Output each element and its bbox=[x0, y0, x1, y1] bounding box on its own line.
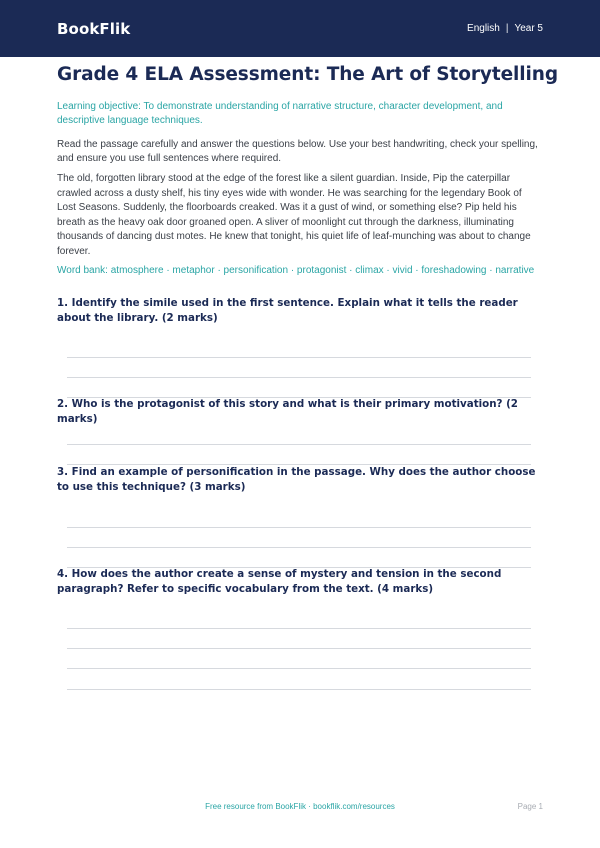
answer-line[interactable] bbox=[67, 547, 531, 548]
answer-line[interactable] bbox=[67, 357, 531, 358]
answer-line[interactable] bbox=[67, 527, 531, 528]
answer-line[interactable] bbox=[67, 668, 531, 669]
question-4: 4. How does the author create a sense of mystery and tension in the second paragraph? Refer to specific vocabulary from the text. (4 marks) bbox=[57, 568, 502, 595]
subject-name: English bbox=[467, 23, 500, 34]
reading-passage: The old, forgotten library stood at the edge of the forest like a silent guardian. Inside, Pip the caterpillar crawled across a dusty shelf, his tiny eyes wide with wonder. He was searching for the legendary Book of Lost Seasons. Suddenly, the floorboards creaked. Was it a gust of wind, or something else? Pip held his breath as the heavy oak door groaned open. A sliver of moonlight cut through the darkness, illuminating thousands of dancing dust motes. He knew that tonight, his quiet life of leaf-munching was about to change forever. bbox=[57, 173, 531, 257]
answer-line[interactable] bbox=[67, 628, 531, 629]
question-2: 2. Who is the protagonist of this story and what is their primary motivation? (2 marks) bbox=[57, 398, 518, 425]
subject-label bbox=[467, 23, 543, 34]
page-title: Grade 4 ELA Assessment: The Art of Storytelling bbox=[57, 64, 558, 85]
answer-line[interactable] bbox=[67, 648, 531, 649]
page-header bbox=[0, 0, 600, 57]
brand-logo: BookFlik bbox=[57, 19, 131, 38]
answer-line[interactable] bbox=[67, 689, 531, 690]
subject-separator: | bbox=[505, 23, 509, 34]
question-3: 3. Find an example of personification in the passage. Why does the author choose to use this technique? (3 marks) bbox=[57, 466, 536, 493]
answer-line[interactable] bbox=[67, 377, 531, 378]
word-bank: Word bank: atmosphere · metaphor · personification · protagonist · climax · vivid · foreshadowing · narrative bbox=[57, 265, 535, 276]
year-level: Year 5 bbox=[514, 23, 543, 34]
learning-objective: Learning objective: To demonstrate understanding of narrative structure, character development, and descriptive language techniques. bbox=[57, 101, 503, 126]
page-number: Page 1 bbox=[517, 802, 543, 811]
answer-line[interactable] bbox=[67, 444, 531, 445]
question-1: 1. Identify the simile used in the first sentence. Explain what it tells the reader about the library. (2 marks) bbox=[57, 297, 518, 324]
footer-link[interactable]: Free resource from BookFlik · bookflik.com/resources bbox=[205, 802, 395, 811]
instructions: Read the passage carefully and answer the questions below. Use your best handwriting, check your spelling, and ensure you use full sentences where required. bbox=[57, 139, 538, 164]
